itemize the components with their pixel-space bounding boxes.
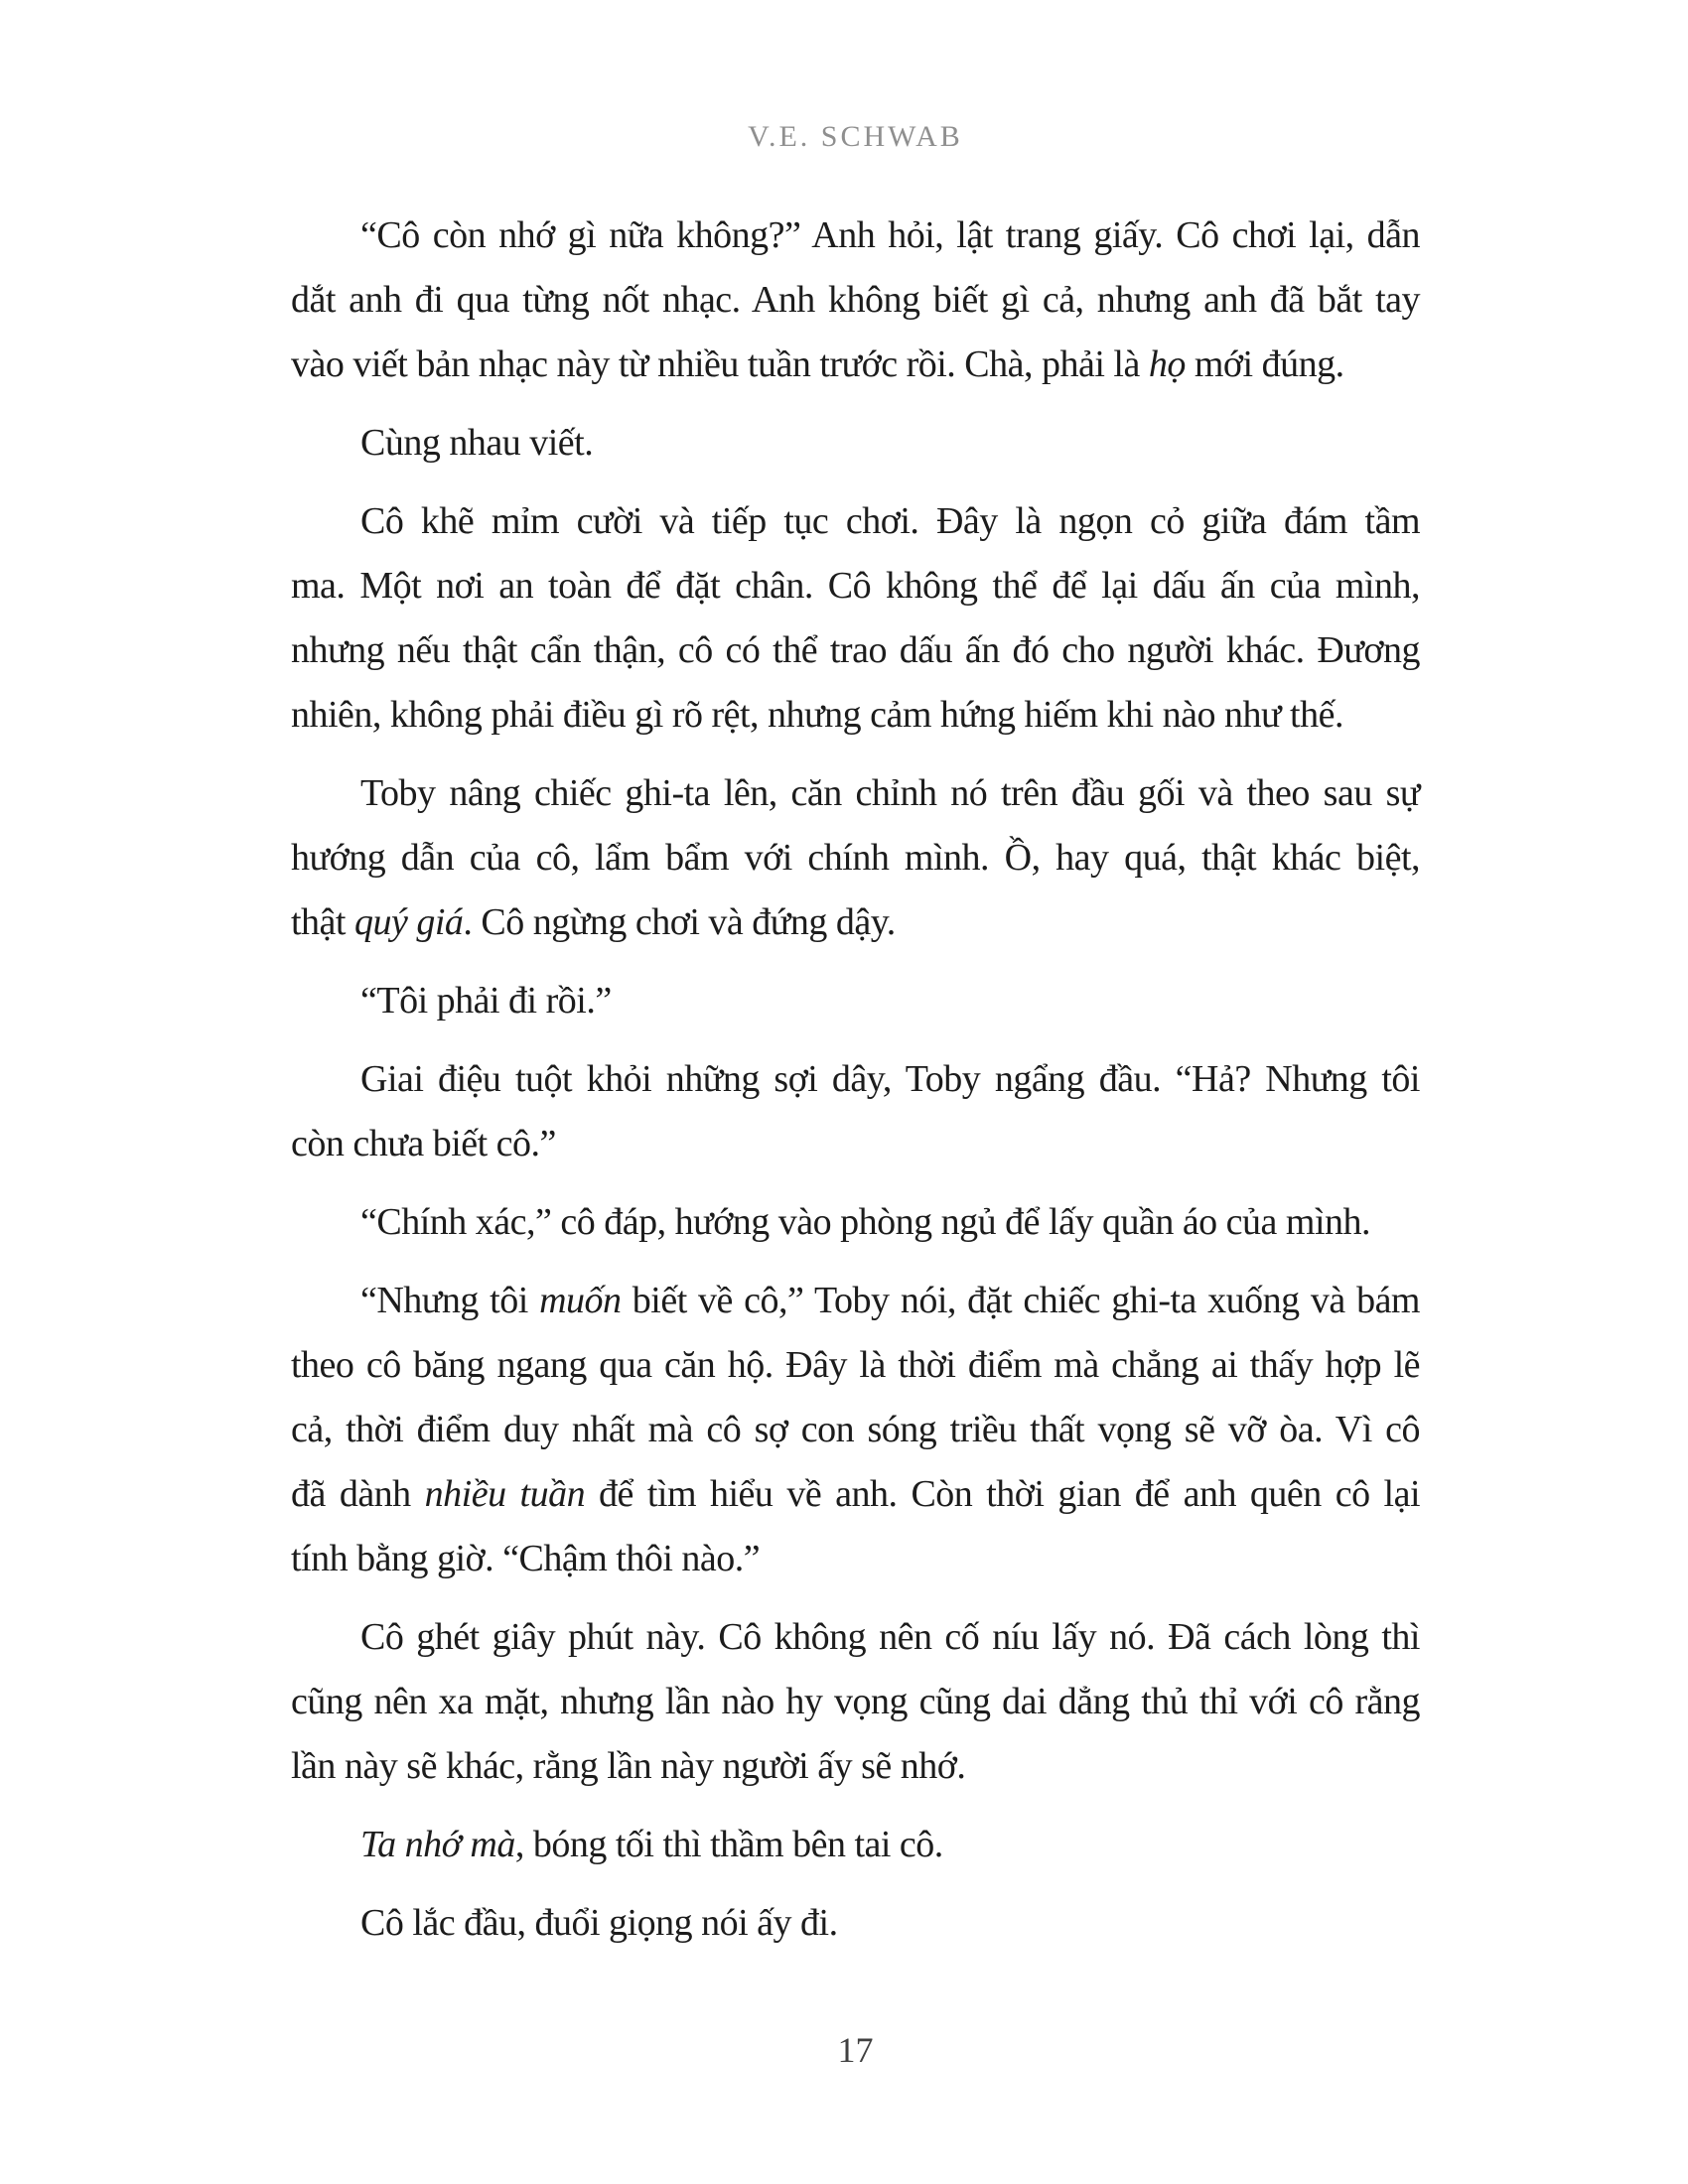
text-segment: , bóng tối thì thầm bên tai cô. xyxy=(514,1824,943,1865)
text-segment: mới đúng. xyxy=(1185,343,1344,385)
paragraph xyxy=(291,1891,1420,1956)
text-segment: cả, thời điểm duy nhất mà cô sợ con sóng triều thất vọng sẽ vỡ òa. Vì cô xyxy=(291,1409,1420,1450)
text-line xyxy=(291,554,1420,618)
text-line xyxy=(291,683,1420,748)
italic-text-segment: họ xyxy=(1148,343,1186,385)
text-line xyxy=(291,1891,1420,1956)
text-line xyxy=(291,1190,1420,1255)
text-line xyxy=(291,890,1420,955)
text-segment: . Cô ngừng chơi và đứng dậy. xyxy=(463,901,896,943)
text-segment: ma. Một nơi an toàn để đặt chân. Cô không thể để lại dấu ấn của mình, xyxy=(291,565,1420,607)
text-segment: Toby nâng chiếc ghi-ta lên, căn chỉnh nó trên đầu gối và theo sau sự xyxy=(360,772,1420,814)
text-line xyxy=(291,1462,1420,1527)
text-line xyxy=(291,1734,1420,1799)
text-segment: “Nhưng tôi xyxy=(360,1280,540,1321)
text-segment: Cùng nhau viết. xyxy=(360,422,594,464)
italic-text-segment: muốn xyxy=(539,1280,622,1321)
text-line xyxy=(291,1047,1420,1112)
text-segment: hướng dẫn của cô, lẩm bẩm với chính mình. Ồ, hay quá, thật khác biệt, xyxy=(291,837,1420,879)
text-segment: còn chưa biết cô.” xyxy=(291,1123,556,1164)
paragraph xyxy=(291,761,1420,955)
text-line xyxy=(291,204,1420,268)
text-segment: biết về cô,” Toby nói, đặt chiếc ghi-ta xuống và bám xyxy=(621,1280,1420,1321)
text-line xyxy=(291,1269,1420,1333)
text-segment: Cô ghét giây phút này. Cô không nên cố níu lấy nó. Đã cách lòng thì xyxy=(360,1616,1420,1658)
text-segment: theo cô băng ngang qua căn hộ. Đây là thời điểm mà chẳng ai thấy hợp lẽ xyxy=(291,1344,1420,1386)
text-line xyxy=(291,1670,1420,1734)
text-line xyxy=(291,268,1420,333)
paragraph xyxy=(291,204,1420,397)
italic-text-segment: nhiều tuần xyxy=(424,1473,586,1515)
paragraph xyxy=(291,1190,1420,1255)
text-line xyxy=(291,1333,1420,1398)
text-line xyxy=(291,333,1420,397)
text-line xyxy=(291,1527,1420,1591)
text-segment: Giai điệu tuột khỏi những sợi dây, Toby ngẩng đầu. “Hả? Nhưng tôi xyxy=(360,1058,1420,1100)
text-segment: thật xyxy=(291,901,354,943)
paragraph xyxy=(291,1269,1420,1591)
text-line xyxy=(291,618,1420,683)
text-line xyxy=(291,1112,1420,1176)
paragraph xyxy=(291,1047,1420,1176)
italic-text-segment: Ta nhớ mà xyxy=(360,1824,515,1865)
italic-text-segment: quý giá xyxy=(353,901,464,943)
text-line xyxy=(291,826,1420,890)
text-segment: đã dành xyxy=(291,1473,425,1515)
text-segment: vào viết bản nhạc này từ nhiều tuần trước rồi. Chà, phải là xyxy=(291,343,1149,385)
paragraph xyxy=(291,489,1420,748)
text-line xyxy=(291,411,1420,476)
page-number: 17 xyxy=(837,2030,874,2070)
text-block xyxy=(291,204,1420,1970)
text-segment: “Cô còn nhớ gì nữa không?” Anh hỏi, lật trang giấy. Cô chơi lại, dẫn xyxy=(360,214,1420,256)
text-line xyxy=(291,1813,1420,1877)
text-segment: để tìm hiểu về anh. Còn thời gian để anh quên cô lại xyxy=(585,1473,1421,1515)
text-line xyxy=(291,489,1420,554)
paragraph xyxy=(291,1813,1420,1877)
text-segment: Cô lắc đầu, đuổi giọng nói ấy đi. xyxy=(360,1902,838,1944)
paragraph xyxy=(291,411,1420,476)
text-segment: Cô khẽ mỉm cười và tiếp tục chơi. Đây là ngọn cỏ giữa đám tầm xyxy=(360,500,1420,542)
text-segment: lần này sẽ khác, rằng lần này người ấy sẽ nhớ. xyxy=(291,1745,966,1787)
text-line xyxy=(291,1605,1420,1670)
running-header: V.E. SCHWAB xyxy=(748,120,963,153)
text-line xyxy=(291,761,1420,826)
paragraph xyxy=(291,969,1420,1033)
paragraph xyxy=(291,1605,1420,1799)
text-segment: cũng nên xa mặt, nhưng lần nào hy vọng cũng dai dẳng thủ thỉ với cô rằng xyxy=(291,1681,1420,1722)
text-segment: “Chính xác,” cô đáp, hướng vào phòng ngủ để lấy quần áo của mình. xyxy=(360,1201,1371,1243)
text-line xyxy=(291,969,1420,1033)
text-segment: dắt anh đi qua từng nốt nhạc. Anh không biết gì cả, nhưng anh đã bắt tay xyxy=(291,279,1420,321)
text-segment: tính bằng giờ. “Chậm thôi nào.” xyxy=(291,1538,761,1579)
text-segment: nhiên, không phải điều gì rõ rệt, nhưng cảm hứng hiếm khi nào như thế. xyxy=(291,694,1343,736)
text-segment: “Tôi phải đi rồi.” xyxy=(360,980,612,1022)
text-line xyxy=(291,1398,1420,1462)
text-segment: nhưng nếu thật cẩn thận, cô có thể trao dấu ấn đó cho người khác. Đương xyxy=(291,629,1420,671)
